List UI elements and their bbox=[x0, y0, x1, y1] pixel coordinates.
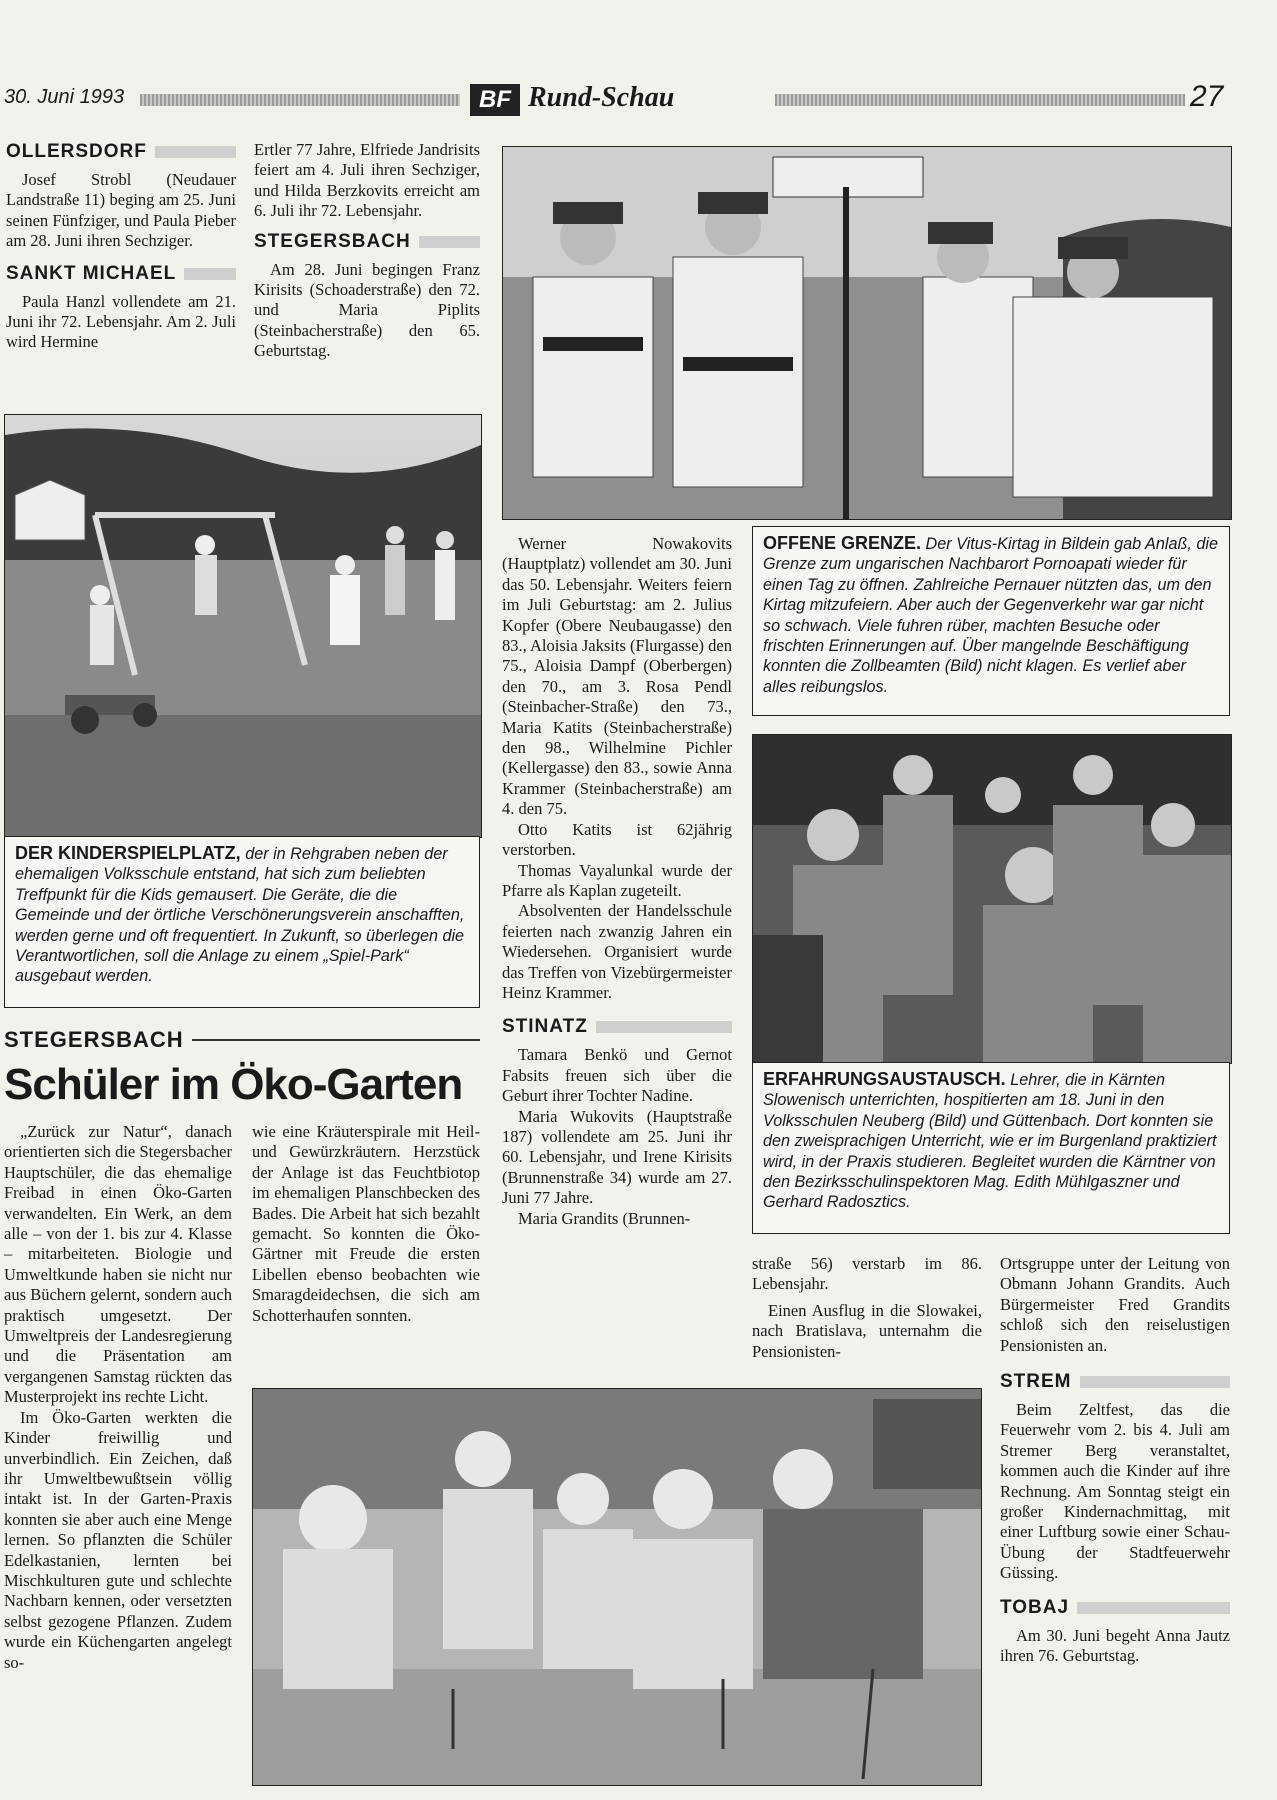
stegersbach-small-heading bbox=[254, 230, 480, 254]
ollersdorf-title: OLLERSDORF bbox=[6, 141, 147, 162]
heading-bar bbox=[1077, 1602, 1230, 1614]
sankt-michael-text bbox=[6, 292, 236, 353]
oeko-garten-photo-image bbox=[253, 1389, 981, 1785]
tobaj-text bbox=[1000, 1626, 1230, 1667]
playground-caption bbox=[4, 836, 480, 1008]
heading-bar bbox=[1080, 1376, 1231, 1388]
exchange-caption bbox=[752, 1062, 1230, 1234]
header-page-number: 27 bbox=[1190, 80, 1224, 113]
col3-para: Absolventen der Handelsschule feierten nach zwanzig Jahren ein Wiedersehen. Organisiert wurde das Treffen von Vizebürgermeister Heinz Krammer. bbox=[502, 901, 732, 1002]
kicker-rule bbox=[192, 1039, 480, 1041]
col3-para: Otto Katits ist 62jährig verstorben. bbox=[502, 819, 732, 860]
article-col2-para: wie eine Kräuterspirale mit Heil- und Gewürzkräutern. Herzstück der Anlage ist das Feuchtbiotop im ehemaligen Planschbecken des Bades. Die Arbeit hat sich bezahlt gemacht. So konnten die Öko-Gärtner mit Freude die ersten Libellen ebenso beobachten wie Smaragdeidechsen, die sich am Schotterhaufen sonnten. bbox=[252, 1122, 480, 1325]
strem-heading bbox=[1000, 1370, 1230, 1394]
border-guards-photo bbox=[502, 146, 1232, 520]
stegersbach-small-para: Am 28. Juni begingen Franz Kirisits (Schoaderstraße) den 72. und Maria Piplits (Steinbacherstraße) den 65. Geburtstag. bbox=[254, 259, 480, 361]
col2-top-para: Ertler 77 Jahre, Elfriede Jandrisits feiert am 4. Juli ihren Sechziger, und Hilda Berzkovits erreicht am 6. Juli ihr 72. Lebensjahr. bbox=[254, 140, 480, 221]
heading-bar bbox=[155, 146, 236, 158]
teachers-exchange-photo bbox=[752, 734, 1232, 1064]
stinatz-heading bbox=[502, 1015, 732, 1039]
article-kicker bbox=[4, 1028, 480, 1052]
stegersbach-small-text bbox=[254, 260, 480, 362]
ollersdorf-section bbox=[6, 140, 236, 353]
header-logo bbox=[470, 84, 520, 116]
article-headline: Schüler im Öko-Garten bbox=[4, 1060, 463, 1109]
header-logo-text: BF bbox=[479, 86, 511, 113]
tobaj-title: TOBAJ bbox=[1000, 1596, 1070, 1618]
sankt-michael-para: Paula Hanzl vollendete am 21. Juni ihr 72. Lebensjahr. Am 2. Juli wird Hermine bbox=[6, 291, 236, 352]
article-col2 bbox=[252, 1122, 480, 1326]
header-date: 30. Juni 1993 bbox=[4, 86, 125, 108]
stegersbach-small-title: STEGERSBACH bbox=[254, 230, 411, 252]
sankt-michael-title: SANKT MICHAEL bbox=[6, 262, 177, 284]
header-section: Rund-Schau bbox=[528, 82, 675, 113]
stinatz-para: Tamara Benkö und Gernot Fabsits freuen sich über die Geburt ihrer Tochter Nadine. bbox=[502, 1045, 732, 1106]
article-col1-para: „Zurück zur Natur“, danach orientierten sich die Stegersbacher Hauptschüler, die das ehemalige Freibad in einen Öko-Garten verwandelten. Ein Werk, an dem alle – von der 1. bis zur 4. Klasse – mitarbeiteten. Biologie und Umweltkunde haben sie nicht nur aus Büchern gelernt, sondern auch praktisch umgesetzt. Der Umweltpreis der Landesregierung und die Präsentation am vergangenen Samstag rückten das Musterprojekt ins rechte Licht. bbox=[4, 1122, 232, 1407]
ollersdorf-para: Josef Strobl (Neudauer Landstraße 11) beging am 25. Juni seinen Fünfziger, und Paula Pieber am 28. Juni ihren Sechziger. bbox=[6, 170, 236, 251]
header-rule-left bbox=[140, 94, 460, 106]
stinatz-para: Maria Wukovits (Hauptstraße 187) vollendete am 25. Juni ihr 60. Lebensjahr, und Irene Kirisits (Brunnenstraße 34) wurde am 27. Juni 77 Jahre. bbox=[502, 1106, 732, 1208]
col4-para: straße 56) verstarb im 86. Lebensjahr. bbox=[752, 1254, 982, 1294]
col2-top-text bbox=[254, 140, 480, 222]
tobaj-para: Am 30. Juni begeht Anna Jautz ihren 76. Geburtstag. bbox=[1000, 1625, 1230, 1666]
playground-caption-text: der in Rehgraben neben der ehemaligen Volksschule entstand, hat sich zum beliebten Treffpunkt für die Kids gemausert. Die Geräte, die die Gemeinde und der örtliche Verschönerungsverein anschafften, werden gerne und oft frequentiert. In Zukunft, so überlegen die Verantwortlichen, soll die Anlage zu einem „Spiel-Park“ ausgebaut werden. bbox=[15, 845, 465, 986]
col2-top-section bbox=[254, 140, 480, 362]
heading-bar bbox=[184, 268, 236, 280]
oeko-garten-photo bbox=[252, 1388, 982, 1786]
strem-para: Beim Zeltfest, das die Feuerwehr vom 2. bis 4. Juli am Stremer Berg veranstaltet, kommen auch die Kinder auf ihre Rechnung. Am Sonntag steigt ein großer Kindernachmittag, mit einer Luftburg sowie einer Schau-Übung der Stadtfeuerwehr Güssing. bbox=[1000, 1400, 1230, 1583]
page-header bbox=[0, 80, 1277, 118]
heading-bar bbox=[596, 1021, 732, 1033]
sankt-michael-heading bbox=[6, 262, 236, 286]
col3-para: Werner Nowakovits (Hauptplatz) vollendet am 30. Juni das 50. Lebensjahr. Weiters feiern im Juli Geburtstag: am 2. Julius Kopfer (Obere Neubaugasse) den 83., Aloisia Jaksits (Flurgasse) den 75., Aloisia Dampf (Oberbergen) den 70., am 3. Rosa Pendl (Steinbacher-Straße) den 73., Maria Katits (Steinbacherstraße) den 98., Wilhelmine Pichler (Kellergasse) den 83., sowie Anna Krammer (Steinbacherstraße) am 4. den 75. bbox=[502, 534, 732, 819]
strem-title: STREM bbox=[1000, 1371, 1072, 1393]
playground-photo bbox=[4, 414, 482, 838]
playground-photo-image bbox=[5, 415, 481, 837]
col3-section bbox=[502, 534, 732, 1229]
col4-section bbox=[752, 1254, 982, 1362]
article-col1-para: Im Öko-Garten werkten die Kinder freiwillig und unverbindlich. Ein Zeichen, daß ihr Umweltbewußtsein völlig intakt ist. In der Garten-Praxis konnten sie aber auch eine Menge lernen. So pflanzten die Schüler Edelkastanien, lernten bei Mischkulturen gute und schlechte Nachbarn kennen, oder versetzten selbst gezogene Pflanzen. Zudem wurde ein Küchengarten angelegt so- bbox=[4, 1407, 232, 1672]
ollersdorf-text bbox=[6, 170, 236, 252]
border-caption-text: Der Vitus-Kirtag in Bildein gab Anlaß, die Grenze zum ungarischen Nachbarort Pornoapati wieder für einen Tag zu öffnen. Zahlreiche Pernauer nützten das, um den Kirtag mitzufeiern. Aber auch der Gegenverkehr war gar nicht so schwach. Viele fuhren rüber, machten Besuche oder frischten Erinnerungen auf. Über mangelnde Beschäftigung konnten die Zollbeamten (Bild) nicht klagen. Es verlief aber alles reibungslos. bbox=[763, 535, 1218, 696]
col4-para: Einen Ausflug in die Slowakei, nach Bratislava, unternahm die Pensionisten- bbox=[752, 1300, 982, 1361]
border-caption-head: OFFENE GRENZE. bbox=[763, 533, 922, 553]
teachers-exchange-photo-image bbox=[753, 735, 1231, 1063]
ollersdorf-heading bbox=[6, 140, 236, 164]
col5-para: Ortsgruppe unter der Leitung von Obmann Johann Grandits. Auch Bürgermeister Fred Grandits schloß sich den reiselustigen Pensionisten an. bbox=[1000, 1254, 1230, 1355]
heading-bar bbox=[419, 236, 480, 248]
col5-text bbox=[1000, 1254, 1230, 1356]
border-guards-photo-image bbox=[503, 147, 1231, 519]
tobaj-heading bbox=[1000, 1596, 1230, 1620]
stinatz-text bbox=[502, 1045, 732, 1229]
header-rule-right bbox=[775, 94, 1185, 106]
stinatz-title: STINATZ bbox=[502, 1016, 588, 1038]
playground-caption-head: DER KINDERSPIELPLATZ, bbox=[15, 843, 241, 863]
article-kicker-text: STEGERSBACH bbox=[4, 1027, 184, 1052]
exchange-caption-head: ERFAHRUNGSAUSTAUSCH. bbox=[763, 1069, 1006, 1089]
article-col1 bbox=[4, 1122, 232, 1673]
border-caption bbox=[752, 526, 1230, 716]
strem-text bbox=[1000, 1400, 1230, 1584]
col5-section bbox=[1000, 1254, 1230, 1667]
stinatz-para: Maria Grandits (Brunnen- bbox=[518, 1208, 691, 1228]
col3-para: Thomas Vayalunkal wurde der Pfarre als Kaplan zugeteilt. bbox=[502, 860, 732, 900]
exchange-caption-text: Lehrer, die in Kärnten Slowenisch unterrichten, hospitierten am 18. Juni in den Volksschulen Neuberg (Bild) und Güttenbach. Dort konnten sie den zweisprachigen Unterricht, wie er im Burgenland praktiziert wird, in der Praxis studieren. Begleitet wurden die Kärntner von den Bezirksschulinspektoren Mag. Edith Mühlgaszner und Gerhard Radosztics. bbox=[763, 1071, 1217, 1212]
